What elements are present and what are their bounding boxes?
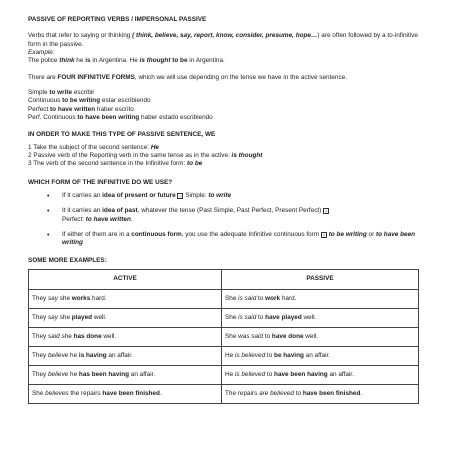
cell-text: an affair. (106, 351, 133, 359)
form-translation: estar escribiendo (100, 97, 151, 105)
table-row (29, 384, 419, 403)
forms-intro-b: FOUR INFINITIVE FORMS (57, 73, 135, 81)
cell-text: She (32, 389, 46, 397)
cell-text: The repairs (225, 389, 260, 397)
cell-italic: say (47, 313, 58, 321)
cell-text: well. (301, 313, 317, 321)
cell-text: to (293, 389, 303, 397)
intro-text-b: ) are often followed by a to-infinitive form in the passive. (28, 32, 418, 48)
cell-bold: have been finished (302, 389, 361, 397)
intro-text (28, 32, 424, 49)
cell-text: They (32, 313, 48, 321)
rule-answer: to be writing (328, 230, 367, 238)
column-header-passive: PASSIVE (222, 269, 419, 289)
form-name: Perf. Continuous (28, 113, 78, 121)
page-title: PASSIVE OF REPORTING VERBS / IMPERSONAL PASSIVE (28, 16, 207, 23)
ex-c: he (74, 57, 86, 65)
cell-italic: believe (47, 351, 69, 359)
cell-text: He (225, 370, 235, 378)
form-name: Continuous (28, 97, 63, 105)
step-answer: to be (187, 160, 203, 168)
ex-d: is (85, 57, 91, 65)
arrow-icon: ? (322, 232, 326, 238)
form-value: to have been writing (77, 113, 140, 121)
table-header-row (29, 269, 419, 289)
rule-text: It it carries an (62, 207, 103, 215)
cell-italic: was said (238, 332, 264, 340)
step-1 (28, 144, 424, 152)
bullet-icon: • (47, 192, 50, 200)
example-sentence (28, 57, 424, 65)
form-name: Simple (28, 88, 50, 96)
cell-text: to (265, 351, 275, 359)
cell-text: well. (303, 332, 319, 340)
step-text: 2 Passive verb of the Reporting verb in the same tense as in the active: (28, 151, 232, 159)
cell-bold: have been finished (102, 389, 160, 397)
cell-text: she (59, 332, 74, 340)
rule-past (28, 207, 424, 224)
infinitive-rules-list (28, 192, 424, 248)
form-name: Perfect (28, 105, 51, 113)
active-cell (29, 308, 222, 327)
ex-i: in Argentina. (187, 57, 225, 65)
form-simple (28, 89, 424, 97)
rule-emphasis: continuous form (131, 230, 182, 238)
rule-text: If either of them are in a (62, 230, 132, 238)
cell-text: . (360, 389, 363, 397)
rule-text: or (366, 230, 376, 238)
form-value: to have written (50, 105, 96, 113)
cell-text: to (263, 332, 272, 340)
cell-bold: be having (274, 351, 304, 359)
forms-intro (28, 74, 424, 82)
cell-text: hard. (90, 294, 107, 302)
cell-text: They (32, 351, 48, 359)
active-cell (29, 289, 222, 308)
cell-text: They (32, 332, 48, 340)
passive-cell (222, 346, 419, 365)
form-value: to write (49, 88, 73, 96)
cell-text: well. (101, 332, 117, 340)
cell-text: They (32, 370, 48, 378)
ex-f: is thought (139, 57, 171, 65)
rule-text: If it carries an (62, 191, 103, 199)
steps-list (28, 144, 424, 169)
step-2 (28, 152, 424, 160)
cell-italic: is said (238, 294, 257, 302)
cell-text: She (225, 294, 239, 302)
cell-bold: played (71, 313, 93, 321)
cell-italic: believe (47, 370, 69, 378)
cell-bold: have done (271, 332, 304, 340)
rule-answer: to write (208, 191, 232, 199)
passive-cell (222, 384, 419, 403)
passive-cell (222, 308, 419, 327)
step-3 (28, 160, 424, 168)
table-row (29, 327, 419, 346)
cell-text: hard. (280, 294, 297, 302)
cell-text: an affair. (327, 370, 354, 378)
cell-text: he (68, 370, 79, 378)
ex-b: think (59, 57, 75, 65)
cell-text: They (32, 294, 48, 302)
rule-present-future (28, 192, 424, 200)
cell-text: he (68, 351, 79, 359)
cell-italic: is believed (234, 370, 266, 378)
passive-cell (222, 327, 419, 346)
column-header-active: ACTIVE (29, 269, 222, 289)
active-cell (29, 365, 222, 384)
passive-cell (222, 365, 419, 384)
rule-text: . (130, 215, 133, 223)
active-cell (29, 384, 222, 403)
cell-text: to (265, 370, 275, 378)
cell-text: . (159, 389, 162, 397)
step-text: 3 The verb of the second sentence in the Infinitive form: (28, 160, 188, 168)
step-answer: is thought (231, 151, 263, 159)
cell-text: she (57, 313, 72, 321)
intro-paragraph (28, 32, 424, 65)
ex-h: to be (172, 57, 188, 65)
rule-text: Simple: (183, 191, 209, 199)
cell-text: an affair. (303, 351, 331, 359)
cell-italic: said (47, 332, 60, 340)
rule-text: , you use the adequate Infinitive continuous form (181, 230, 321, 238)
arrow-icon: ? (179, 193, 182, 199)
cell-italic: is believed (234, 351, 266, 359)
cell-text: to (256, 313, 266, 321)
cell-bold: work (265, 294, 281, 302)
form-translation: escribir (72, 88, 95, 96)
table-row (29, 308, 419, 327)
active-cell (29, 346, 222, 365)
forms-intro-a: There are (28, 73, 58, 81)
example-label-text: Example: (28, 48, 55, 56)
cell-bold: works (71, 294, 91, 302)
passive-cell (222, 289, 419, 308)
order-heading: IN ORDER TO MAKE THIS TYPE OF PASSIVE SENTENCE, WE (28, 131, 216, 139)
form-value: to be writing (62, 97, 101, 105)
cell-italic: are believed (259, 389, 294, 397)
cell-bold: has done (73, 332, 102, 340)
examples-table (28, 269, 419, 404)
rule-text: , whatever the tense (Past Simple, Past Perfect, Present Perfect) (137, 207, 324, 215)
rule-emphasis: idea of present or future (102, 191, 176, 199)
bullet-icon: • (47, 208, 50, 216)
intro-text-a: Verbs that refer to saying or thinking (28, 32, 133, 40)
form-translation: haber estado escribiendo (139, 113, 213, 121)
step-answer: He (150, 143, 159, 151)
intro-verbs: ( think, believe, say, report, know, consider, presume, hope… (132, 32, 318, 40)
ex-e: in Argentina. He (90, 57, 140, 65)
cell-italic: is said (238, 313, 257, 321)
arrow-icon: ? (324, 209, 328, 215)
cell-bold: is having (78, 351, 107, 359)
infinitive-forms-list (28, 89, 424, 122)
examples-heading: SOME MORE EXAMPLES: (28, 256, 107, 264)
cell-text: the repairs (68, 389, 103, 397)
forms-intro-c: , which we will use depending on the tense we have in the active sentence. (134, 73, 347, 81)
form-translation: haber escrito (95, 105, 134, 113)
cell-text: She (225, 332, 239, 340)
cell-italic: say (47, 294, 58, 302)
table-row (29, 289, 419, 308)
active-cell (29, 327, 222, 346)
form-perfect (28, 106, 424, 114)
cell-text: an affair. (129, 370, 156, 378)
rule-answer: to have been writing (62, 230, 416, 247)
cell-text: she (57, 294, 72, 302)
form-perfect-continuous (28, 114, 424, 122)
rule-text: Perfect: (62, 215, 86, 223)
ex-a: The police (28, 57, 60, 65)
example-label (28, 49, 424, 57)
cell-bold: has been having (78, 370, 129, 378)
form-continuous (28, 97, 424, 105)
bullet-icon: • (47, 231, 50, 239)
rule-continuous (28, 231, 424, 248)
cell-text: well. (92, 313, 107, 321)
which-heading: WHICH FORM OF THE INFINITIVE DO WE USE? (28, 178, 173, 186)
cell-bold: have played (265, 313, 302, 321)
cell-italic: believes (45, 389, 69, 397)
cell-text: He (225, 351, 235, 359)
step-text: 1 Take the subject of the second sentence: (28, 143, 151, 151)
cell-bold: have been having (274, 370, 328, 378)
rule-answer: to have written (85, 215, 131, 223)
table-row (29, 346, 419, 365)
cell-text: to (256, 294, 266, 302)
rule-emphasis: idea of past (102, 207, 138, 215)
cell-text: She (225, 313, 239, 321)
table-row (29, 365, 419, 384)
